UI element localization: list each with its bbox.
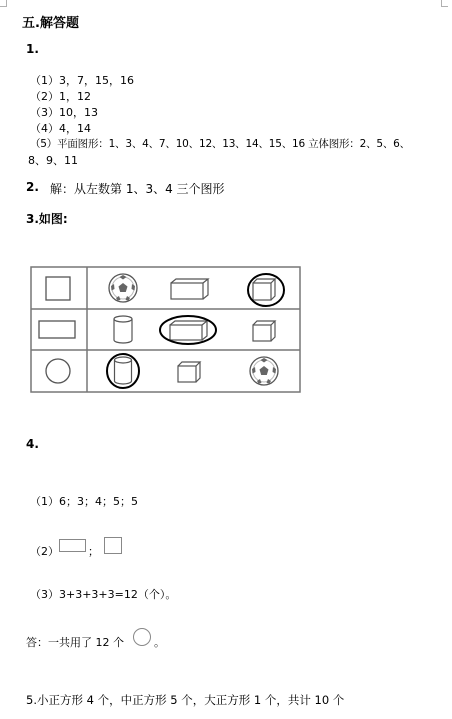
soccer-ball-icon: [250, 357, 278, 385]
q4-number: 4.: [26, 437, 39, 451]
section-title: 五.解答题: [22, 16, 79, 31]
q4-answer-prefix: 答：一共用了 12 个: [26, 636, 124, 649]
q4-line-2-separator: ；: [88, 545, 99, 558]
cube-shape: [253, 321, 275, 341]
q4-line-1: （1）6；3；4；5；5: [30, 495, 138, 508]
q1-line-2: （2）1，12: [30, 90, 91, 103]
circle-shape: [46, 359, 70, 383]
q2-number: 2.: [26, 180, 39, 194]
cuboid-shape: [171, 279, 208, 299]
cylinder-shape: [114, 316, 132, 343]
q2-text: 解：从左数第 1、3、4 三个图形: [50, 182, 225, 196]
q4-line-3: （3）3+3+3+3=12（个）。: [30, 588, 177, 601]
q1-line-3: （3）10，13: [30, 106, 98, 119]
q1-line-5: （5）平面图形：1、3、4、7、10、12、13、14、15、16 立体图形：2、5、6、: [30, 138, 410, 150]
circle-shape: [133, 628, 151, 646]
rectangle-shape: [59, 539, 86, 552]
square-shape: [46, 277, 70, 300]
q5-text: 5.小正方形 4 个，中正方形 5 个，大正方形 1 个，共计 10 个: [26, 693, 345, 707]
q1-line-4: （4）4，14: [30, 122, 91, 135]
cuboid-shape: [170, 321, 207, 340]
cube-shape: [253, 279, 275, 300]
q4-line-2-prefix: （2）: [30, 545, 59, 558]
selection-ring: [107, 354, 139, 388]
rectangle-shape: [39, 321, 75, 338]
cylinder-shape: [115, 357, 132, 384]
soccer-ball-icon: [109, 274, 137, 302]
q1-line-6: 8、9、11: [28, 154, 78, 167]
q1-line-1: （1）3，7，15，16: [30, 74, 134, 87]
q4-answer-suffix: 。: [154, 636, 165, 649]
q1-number: 1.: [26, 42, 39, 56]
square-shape: [104, 537, 122, 554]
cube-shape: [178, 362, 200, 382]
q3-title: 3.如图:: [26, 212, 68, 226]
